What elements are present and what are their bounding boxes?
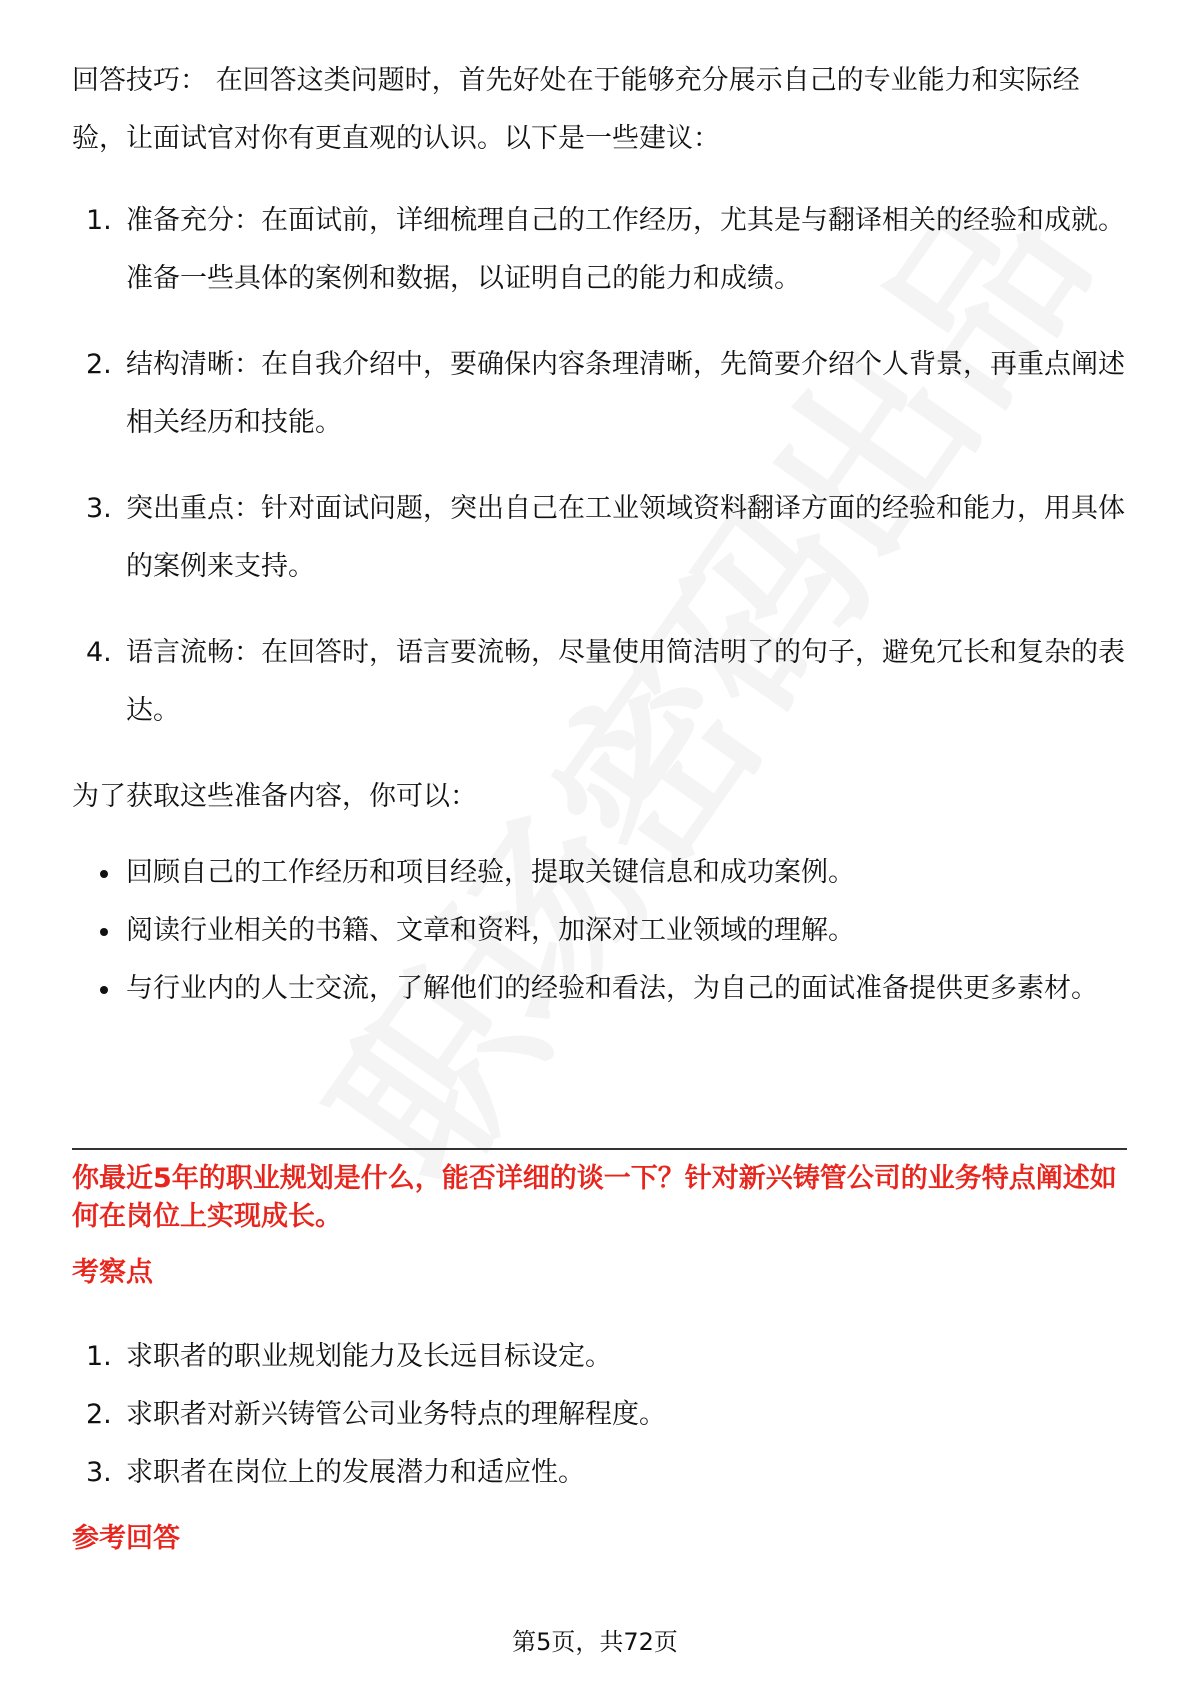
list-number: 2. xyxy=(86,1399,112,1430)
bullet-icon xyxy=(100,870,108,878)
list-number: 2. xyxy=(86,349,112,380)
bullet-icon xyxy=(100,986,108,994)
list-item xyxy=(72,1386,1132,1444)
answer-tips-section xyxy=(72,52,1132,1018)
list-item xyxy=(72,844,1132,902)
list-item xyxy=(72,480,1132,596)
page-number: 第5页，共72页 xyxy=(512,1628,678,1656)
list-item-text: 求职者在岗位上的发展潜力和适应性。 xyxy=(126,1457,585,1488)
list-item xyxy=(72,960,1132,1018)
kaochadian-title: 考察点 xyxy=(72,1257,153,1288)
intro-paragraph: 回答技巧： 在回答这类问题时，首先好处在于能够充分展示自己的专业能力和实际经验，让面试官对你有更直观的认识。以下是一些建议： xyxy=(72,65,1080,154)
prep-intro: 为了获取这些准备内容，你可以： xyxy=(72,781,477,812)
list-item-text: 与行业内的人士交流，了解他们的经验和看法，为自己的面试准备提供更多素材。 xyxy=(126,973,1098,1004)
list-number: 1. xyxy=(86,205,112,236)
question-heading: 你最近5年的职业规划是什么，能否详细的谈一下？针对新兴铸管公司的业务特点阐述如何在岗位上实现成长。 xyxy=(72,1163,1117,1232)
list-item xyxy=(72,336,1132,452)
list-item-text: 突出重点：针对面试问题，突出自己在工业领域资料翻译方面的经验和能力，用具体的案例来支持。 xyxy=(126,493,1125,582)
list-item-text: 语言流畅：在回答时，语言要流畅，尽量使用简洁明了的句子，避免冗长和复杂的表达。 xyxy=(126,637,1125,726)
list-number: 3. xyxy=(86,493,112,524)
list-item-text: 求职者对新兴铸管公司业务特点的理解程度。 xyxy=(126,1399,666,1430)
kaochadian-list xyxy=(72,1328,1132,1502)
list-item xyxy=(72,902,1132,960)
list-item xyxy=(72,624,1132,740)
list-item xyxy=(72,192,1132,308)
list-item-text: 求职者的职业规划能力及长远目标设定。 xyxy=(126,1341,612,1372)
tips-list xyxy=(72,192,1132,740)
list-number: 1. xyxy=(86,1341,112,1372)
list-item-text: 阅读行业相关的书籍、文章和资料，加深对工业领域的理解。 xyxy=(126,915,855,946)
bullet-icon xyxy=(100,928,108,936)
section-divider xyxy=(72,1148,1127,1150)
list-item xyxy=(72,1444,1132,1502)
list-item-text: 结构清晰：在自我介绍中，要确保内容条理清晰，先简要介绍个人背景，再重点阐述相关经历和技能。 xyxy=(126,349,1125,438)
list-number: 4. xyxy=(86,637,112,668)
list-item-text: 准备充分：在面试前，详细梳理自己的工作经历，尤其是与翻译相关的经验和成就。准备一些具体的案例和数据，以证明自己的能力和成绩。 xyxy=(126,205,1125,294)
list-item xyxy=(72,1328,1132,1386)
answer-title: 参考回答 xyxy=(72,1523,180,1554)
list-number: 3. xyxy=(86,1457,112,1488)
list-item-text: 回顾自己的工作经历和项目经验，提取关键信息和成功案例。 xyxy=(126,857,855,888)
prep-list xyxy=(72,844,1132,1018)
